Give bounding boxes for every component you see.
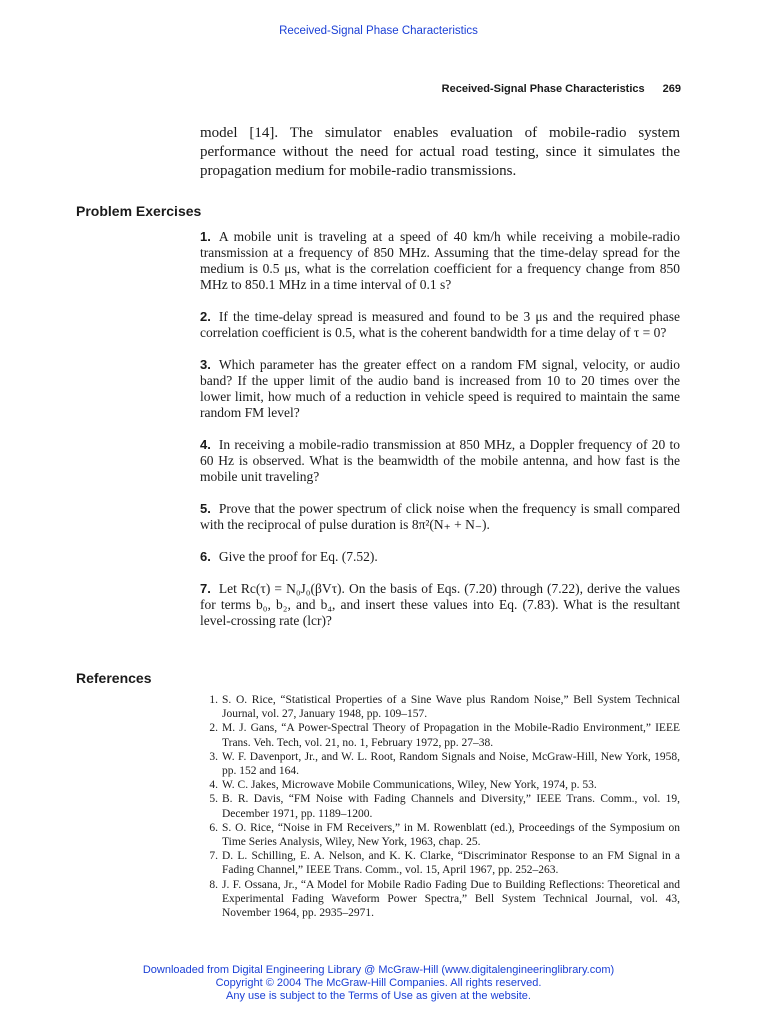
reference-text: J. F. Ossana, Jr., “A Model for Mobile Radio Fading Due to Building Reflections: Theoretical and Experimental Fading Waveform Power Spectra,” Bell System Technical Journal, vol. 43, November 1964, pp. 2935–2971. [222, 878, 680, 920]
intro-paragraph: model [14]. The simulator enables evaluation of mobile-radio system performance without the need for actual road testing, since it simulates the propagation medium for mobile-radio transmissions. [200, 125, 680, 179]
problem-item [200, 229, 680, 293]
reference-number: 2. [209, 722, 218, 735]
problem-item [200, 581, 680, 629]
problem-text: A mobile unit is traveling at a speed of 40 km/h while receiving a mobile-radio transmission at a frequency of 850 MHz. Assuming that the time-delay spread for the medium is 0.5 μs, what is the correlation coefficient for a frequency change from 850 MHz to 850.1 MHz in a time interval of 0.1 s? [200, 229, 680, 292]
problem-text: In receiving a mobile-radio transmission at 850 MHz, a Doppler frequency of 20 to 60 Hz is observed. What is the beamwidth of the mobile antenna, and how fast is the mobile unit traveling? [200, 437, 680, 484]
page-number: 269 [662, 83, 681, 95]
reference-item [200, 878, 680, 921]
reference-text: W. F. Davenport, Jr., and W. L. Root, Random Signals and Noise, McGraw-Hill, New York, 1958, pp. 152 and 164. [222, 750, 680, 778]
problem-text: Which parameter has the greater effect on a random FM signal, velocity, or audio band? If the upper limit of the audio band is increased from 10 to 20 times over the lower limit, how much of a reduction in vehicle speed is required to maintain the same random FM level? [200, 357, 680, 420]
references-heading: References [76, 670, 152, 686]
problem-number: 7. [200, 581, 211, 596]
reference-number: 4. [209, 779, 218, 792]
reference-item [200, 792, 680, 820]
reference-item [200, 693, 680, 721]
reference-text: S. O. Rice, “Statistical Properties of a Sine Wave plus Random Noise,” Bell System Technical Journal, vol. 27, January 1948, pp. 109–157. [222, 694, 680, 721]
top-link[interactable]: Received-Signal Phase Characteristics [279, 25, 478, 37]
reference-text: D. L. Schilling, E. A. Nelson, and K. K. Clarke, “Discriminator Response to an FM Signal in a Fading Channel,” IEEE Trans. Comm., vol. 15, April 1967, pp. 252–263. [222, 850, 680, 877]
running-head [442, 83, 681, 95]
running-head-title: Received-Signal Phase Characteristics [441, 83, 645, 95]
problem-number: 2. [200, 309, 211, 324]
footer-terms-link[interactable]: Any use is subject to the Terms of Use as given at the website. [226, 990, 531, 1002]
problem-list [200, 229, 680, 645]
reference-text: M. J. Gans, “A Power-Spectral Theory of Propagation in the Mobile-Radio Environment,” IEEE Trans. Veh. Tech, vol. 21, no. 1, February 1972, pp. 27–38. [222, 722, 680, 749]
reference-number: 3. [209, 750, 218, 763]
footer-download-link[interactable]: Downloaded from Digital Engineering Library @ McGraw-Hill (www.digitalengineeringlibrary.com) [142, 964, 615, 976]
problem-number: 3. [200, 357, 211, 372]
problem-item [200, 357, 680, 421]
footer-copyright[interactable]: Copyright © 2004 The McGraw-Hill Companies. All rights reserved. [215, 977, 542, 989]
reference-number: 5. [209, 793, 218, 806]
problem-number: 1. [200, 229, 211, 244]
reference-text: B. R. Davis, “FM Noise with Fading Channels and Diversity,” IEEE Trans. Comm., vol. 19, December 1971, pp. 1189–1200. [222, 793, 680, 820]
reference-list [200, 693, 680, 920]
problem-text: Let Rc(τ) = N₀J₀(βVτ). On the basis of Eqs. (7.20) through (7.22), derive the values for terms b₀, b₂, and b₄, and insert these values into Eq. (7.83). What is the resultant level-crossing rate (lcr)? [200, 581, 680, 628]
problem-number: 4. [200, 437, 211, 452]
footer [0, 964, 757, 1003]
reference-item [200, 750, 680, 778]
reference-number: 7. [209, 850, 218, 863]
reference-item [200, 821, 680, 849]
reference-number: 6. [209, 821, 218, 834]
reference-item [200, 849, 680, 877]
problem-item [200, 309, 680, 341]
reference-item [200, 778, 680, 792]
problem-text: Prove that the power spectrum of click noise when the frequency is small compared with the reciprocal of pulse duration is 8π²(N₊ + N₋). [200, 501, 680, 532]
problem-exercises-heading: Problem Exercises [76, 203, 202, 219]
problem-item [200, 549, 680, 565]
problem-number: 6. [200, 549, 211, 564]
problem-text: If the time-delay spread is measured and found to be 3 μs and the required phase correlation coefficient is 0.5, what is the coherent bandwidth for a time delay of τ = 0? [200, 309, 680, 340]
problem-item [200, 437, 680, 485]
problem-number: 5. [200, 501, 211, 516]
reference-text: W. C. Jakes, Microwave Mobile Communications, Wiley, New York, 1974, p. 53. [222, 779, 597, 792]
problem-text: Give the proof for Eq. (7.52). [218, 549, 378, 564]
reference-number: 1. [209, 694, 218, 706]
reference-text: S. O. Rice, “Noise in FM Receivers,” in M. Rowenblatt (ed.), Proceedings of the Symposium on Time Series Analysis, Wiley, New York, 1963, chap. 25. [222, 821, 680, 849]
problem-item [200, 501, 680, 533]
reference-item [200, 721, 680, 749]
reference-number: 8. [209, 878, 218, 891]
